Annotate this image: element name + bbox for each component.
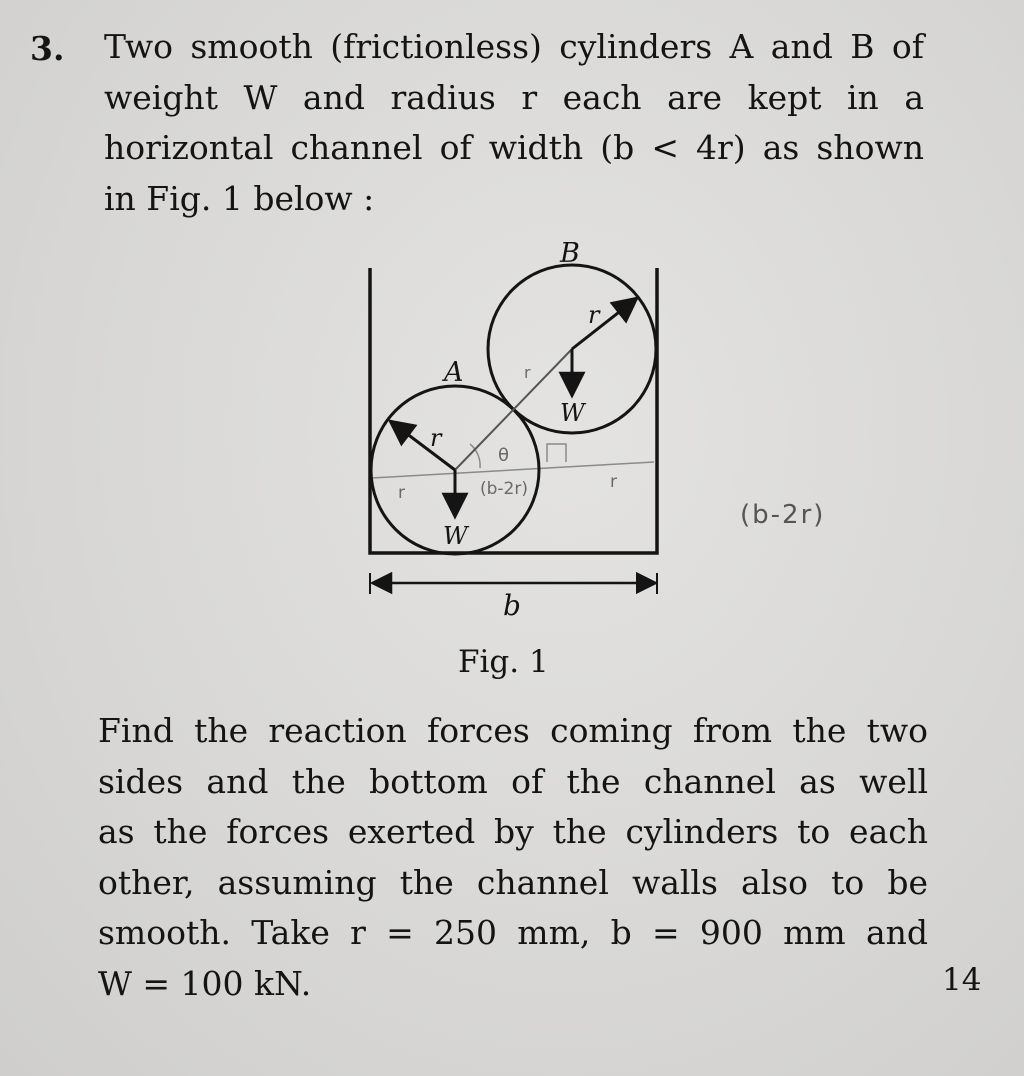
pencil-middle-segment: (b-2r) — [480, 479, 528, 499]
question-number: 3. — [30, 29, 65, 68]
intro-line-2: weight W and radius r each are kept in a — [104, 77, 924, 117]
task-line-2: sides and the bottom of the channel as well — [98, 761, 928, 801]
pencil-center-line-note: r — [524, 363, 531, 382]
intro-line-4: in Fig. 1 below : — [104, 178, 375, 218]
label-weight-b: W — [560, 399, 585, 427]
pencil-right-segment: r — [610, 472, 617, 492]
intro-line-1: Two smooth (frictionless) cylinders A and B of — [104, 27, 924, 66]
radius-arrow-a — [390, 421, 455, 470]
center-line — [455, 349, 572, 470]
figure-caption: Fig. 1 — [458, 644, 549, 680]
label-width: b — [503, 589, 521, 622]
task-line-6: W = 100 kN. — [98, 963, 312, 1003]
radius-arrow-b — [572, 298, 637, 349]
label-cylinder-b: B — [560, 238, 580, 269]
pencil-angle-arc — [470, 444, 480, 468]
task-line-3: as the forces exerted by the cylinders to each — [98, 812, 928, 851]
marks: 14 — [942, 962, 982, 998]
label-weight-a: W — [443, 522, 468, 550]
question-task — [98, 706, 928, 1009]
intro-line-3: horizontal channel of width (b < 4r) as shown — [104, 128, 924, 167]
pencil-right-angle-mark — [547, 444, 566, 462]
task-line-4: other, assuming the channel walls also to be — [98, 862, 928, 902]
label-radius-a: r — [430, 424, 442, 452]
task-line-1: Find the reaction forces coming from the two — [98, 711, 928, 750]
label-cylinder-a: A — [444, 357, 464, 388]
pencil-left-segment: r — [398, 483, 405, 503]
margin-note: (b-2r) — [740, 500, 826, 530]
label-radius-b: r — [588, 301, 600, 329]
pencil-angle: θ — [498, 445, 510, 466]
task-line-5: smooth. Take r = 250 mm, b = 900 mm and — [98, 913, 928, 952]
